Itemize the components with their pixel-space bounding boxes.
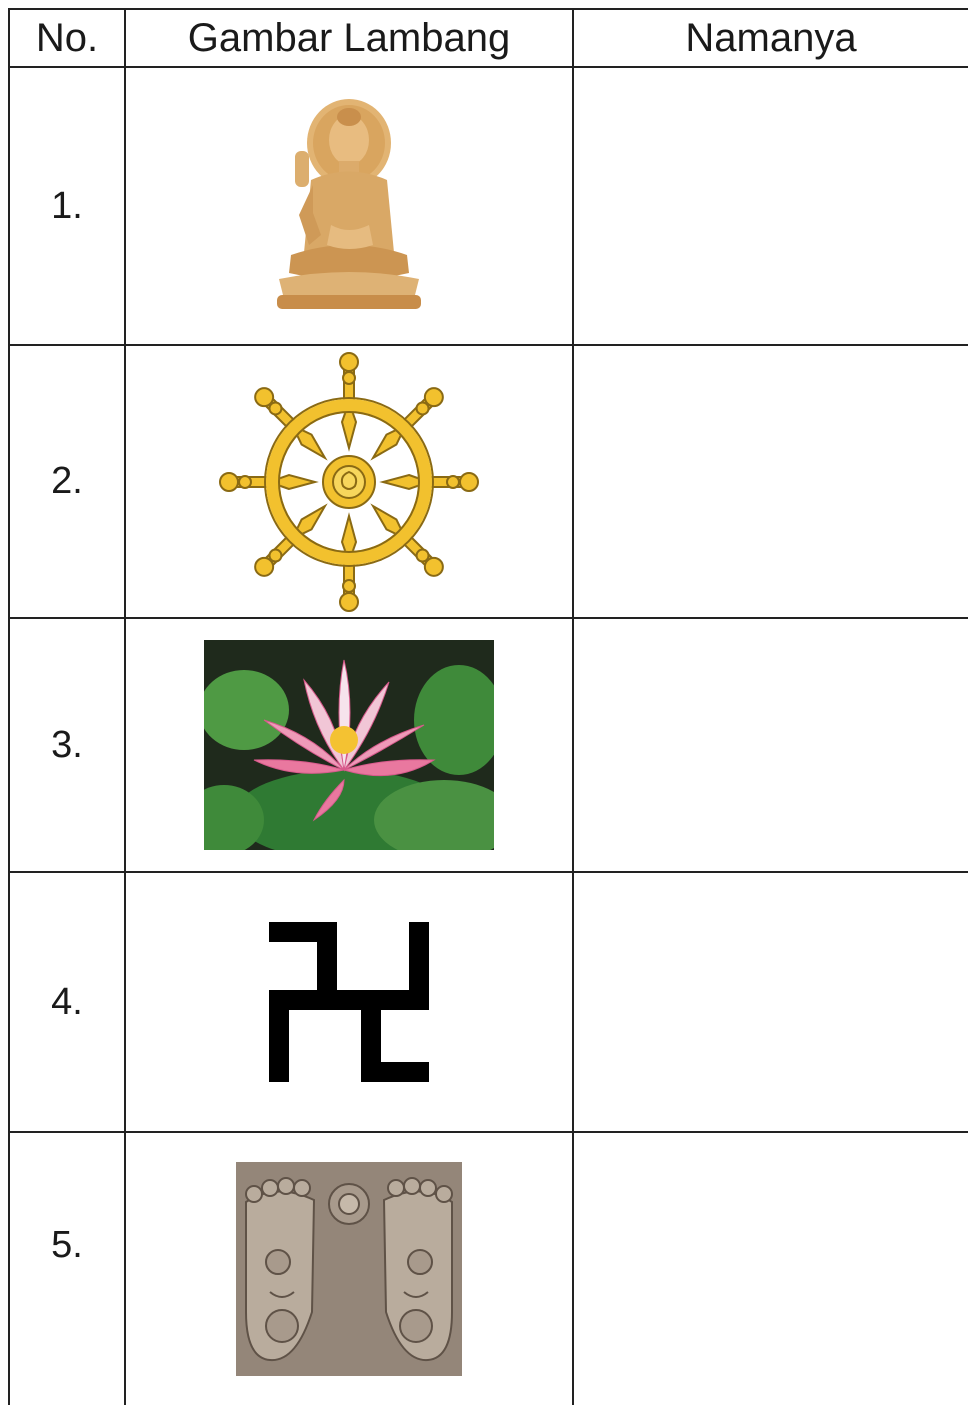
header-no: No. — [35, 15, 99, 60]
name-answer-cell — [574, 68, 968, 344]
dharma-wheel-icon — [126, 346, 572, 617]
swastika-icon — [126, 873, 572, 1131]
name-answer-cell — [574, 1133, 968, 1405]
row-number: 5. — [51, 1223, 83, 1266]
header-gambar-lambang: Gambar Lambang — [187, 15, 511, 60]
buddha-statue-icon — [126, 68, 572, 344]
row-number: 3. — [51, 723, 83, 766]
row-number: 1. — [51, 184, 83, 227]
row-number: 2. — [51, 460, 83, 502]
lotus-flower-icon — [126, 619, 572, 871]
buddha-footprints-icon — [126, 1133, 572, 1405]
name-answer-cell — [574, 619, 968, 871]
name-answer-cell — [574, 873, 968, 1131]
row-number: 4. — [51, 980, 83, 1023]
name-answer-cell — [574, 346, 968, 617]
header-namanya: Namanya — [685, 15, 857, 60]
